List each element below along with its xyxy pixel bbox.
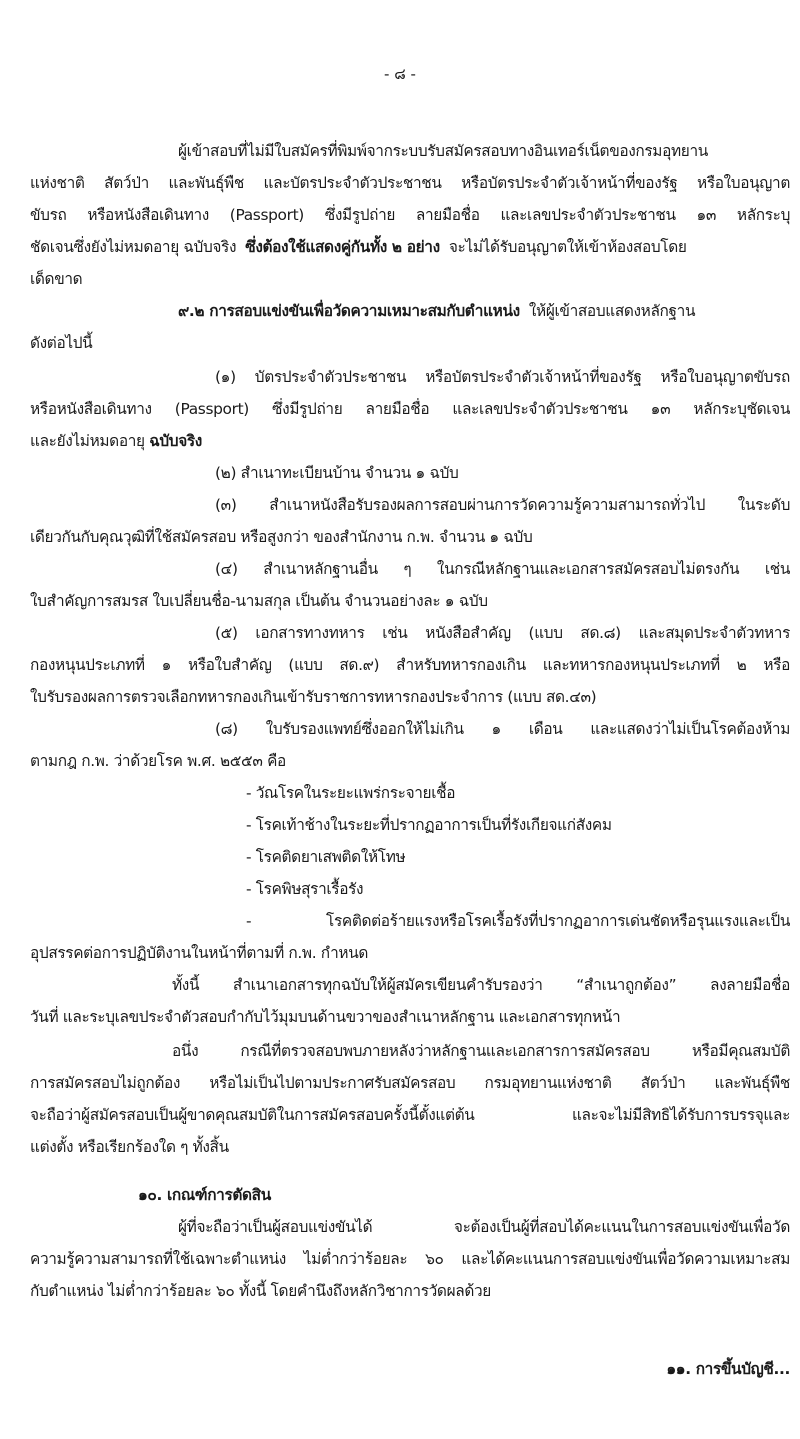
disease-item: - วัณโรคในระยะแพร่กระจายเชื้อ (246, 784, 456, 802)
section-10-line-3: กับตำแหน่ง ไม่ต่ำกว่าร้อยละ ๖๐ ทั้งนี้ โดยคำนึงถึงหลักวิชาการวัดผลด้วย (30, 1282, 491, 1300)
intro-line-4-text: ชัดเจนซึ่งยังไม่หมดอายุ ฉบับจริง (30, 238, 237, 256)
section-9-2-intro: ให้ผู้เข้าสอบแสดงหลักฐาน (528, 302, 696, 320)
item-2: (๒) สำเนาทะเบียนบ้าน จำนวน ๑ ฉบับ (215, 464, 459, 482)
continuation-marker (666, 1358, 790, 1380)
intro-line-4-tail: จะไม่ได้รับอนุญาตให้เข้าห้องสอบโดย (448, 238, 687, 256)
item-1-line-3 (30, 430, 202, 452)
item-6-line-1: (๘) ใบรับรองแพทย์ซึ่งออกให้ไม่เกิน ๑ เดือน และแสดงว่าไม่เป็นโรคต้องห้าม (215, 720, 790, 738)
item-1-line-1: (๑) บัตรประจำตัวประชาชน หรือบัตรประจำตัวเจ้าหน้าที่ของรัฐ หรือใบอนุญาตขับรถ (215, 368, 790, 386)
intro-line-4 (30, 236, 687, 258)
item-4-line-2: ใบสำคัญการสมรส ใบเปลี่ยนชื่อ-นามสกุล เป็นต้น จำนวนอย่างละ ๑ ฉบับ (30, 592, 488, 610)
intro-line-3: ขับรถ หรือหนังสือเดินทาง (Passport) ซึ่งมีรูปถ่าย ลายมือชื่อ และเลขประจำตัวประชาชน ๑๓ หลักระบุ (30, 206, 790, 224)
other-line-3: จะถือว่าผู้สมัครสอบเป็นผู้ขาดคุณสมบัติในการสมัครสอบครั้งนี้ตั้งแต่ต้น และจะไม่มีสิทธิได้รับการบรรจุและ (30, 1106, 790, 1124)
section-10-line-2: ความรู้ความสามารถที่ใช้เฉพาะตำแหน่ง ไม่ต่ำกว่าร้อยละ ๖๐ และได้คะแนนการสอบแข่งขันเพื่อวัดความเหมาะสม (30, 1250, 790, 1268)
item-1-original: ฉบับจริง (149, 432, 202, 450)
section-10-line-1: ผู้ที่จะถือว่าเป็นผู้สอบแข่งขันได้ จะต้องเป็นผู้ที่สอบได้คะแนนในการสอบแข่งขันเพื่อวัด (178, 1218, 790, 1236)
disease-item: - โรคติดต่อร้ายแรงหรือโรคเรื้อรังที่ปรากฏอาการเด่นชัดหรือรุนแรงและเป็น (246, 912, 790, 930)
other-line-1: อนึ่ง กรณีที่ตรวจสอบพบภายหลังว่าหลักฐานและเอกสารการสมัครสอบ หรือมีคุณสมบัติ (172, 1042, 790, 1060)
item-3-line-2: เดียวกันกับคุณวุฒิที่ใช้สมัครสอบ หรือสูงกว่า ของสำนักงาน ก.พ. จำนวน ๑ ฉบับ (30, 528, 533, 546)
disease-item-cont: อุปสรรคต่อการปฏิบัติงานในหน้าที่ตามที่ ก.พ. กำหนด (30, 944, 369, 962)
intro-line-1: ผู้เข้าสอบที่ไม่มีใบสมัครที่พิมพ์จากระบบรับสมัครสอบทางอินเทอร์เน็ตของกรมอุทยาน (178, 142, 708, 160)
item-6-line-2: ตามกฎ ก.พ. ว่าด้วยโรค พ.ศ. ๒๕๕๓ คือ (30, 752, 286, 770)
item-5-line-3: ใบรับรองผลการตรวจเลือกทหารกองเกินเข้ารับราชการทหารกองประจำการ (แบบ สด.๔๓) (30, 688, 597, 706)
disease-item: - โรคติดยาเสพติดให้โทษ (246, 848, 406, 866)
section-9-2-title: ๙.๒ การสอบแข่งขันเพื่อวัดความเหมาะสมกับตำแหน่ง (178, 302, 520, 320)
note-line-1: ทั้งนี้ สำเนาเอกสารทุกฉบับให้ผู้สมัครเขียนคำรับรองว่า “สำเนาถูกต้อง” ลงลายมือชื่อ (172, 976, 790, 994)
disease-item: - โรคเท้าช้างในระยะที่ปรากฏอาการเป็นที่รังเกียจแก่สังคม (246, 816, 612, 834)
intro-line-2: แห่งชาติ สัตว์ป่า และพันธุ์พืช และบัตรประจำตัวประชาชน หรือบัตรประจำตัวเจ้าหน้าที่ของรัฐ หรือใบอนุญาต (30, 174, 790, 192)
intro-line-5: เด็ดขาด (30, 270, 83, 288)
other-line-2: การสมัครสอบไม่ถูกต้อง หรือไม่เป็นไปตามประกาศรับสมัครสอบ กรมอุทยานแห่งชาติ สัตว์ป่า และพันธุ์พืช (30, 1074, 790, 1092)
continuation-text: ๑๑. การขึ้นบัญชี... (666, 1360, 790, 1378)
disease-item: - โรคพิษสุราเรื้อรัง (246, 880, 364, 898)
item-1-line-2: หรือหนังสือเดินทาง (Passport) ซึ่งมีรูปถ่าย ลายมือชื่อ และเลขประจำตัวประชาชน ๑๓ หลักระบุชัดเจน (30, 400, 790, 418)
section-10-heading (138, 1184, 271, 1206)
section-9-2-heading (178, 300, 695, 322)
item-4-line-1: (๔) สำเนาหลักฐานอื่น ๆ ในกรณีหลักฐานและเอกสารสมัครสอบไม่ตรงกัน เช่น (215, 560, 790, 578)
section-9-2-heading-cont: ดังต่อไปนี้ (30, 334, 93, 352)
item-5-line-1: (๕) เอกสารทางทหาร เช่น หนังสือสำคัญ (แบบ สด.๘) และสมุดประจำตัวทหาร (215, 624, 790, 642)
page-number: - ๘ - (384, 65, 416, 83)
intro-emphasis: ซึ่งต้องใช้แสดงคู่กันทั้ง ๒ อย่าง (245, 238, 440, 256)
item-3-line-1: (๓) สำเนาหนังสือรับรองผลการสอบผ่านการวัดความรู้ความสามารถทั่วไป ในระดับ (215, 496, 790, 514)
other-line-4: แต่งตั้ง หรือเรียกร้องใด ๆ ทั้งสิ้น (30, 1138, 229, 1156)
section-10-title: ๑๐. เกณฑ์การตัดสิน (138, 1186, 271, 1204)
item-5-line-2: กองหนุนประเภทที่ ๑ หรือใบสำคัญ (แบบ สด.๙) สำหรับทหารกองเกิน และทหารกองหนุนประเภทที่ ๒ หรือ (30, 656, 790, 674)
item-1-line-3-text: และยังไม่หมดอายุ (30, 432, 145, 450)
note-line-2: วันที่ และระบุเลขประจำตัวสอบกำกับไว้มุมบนด้านขวาของสำเนาหลักฐาน และเอกสารทุกหน้า (30, 1008, 621, 1026)
